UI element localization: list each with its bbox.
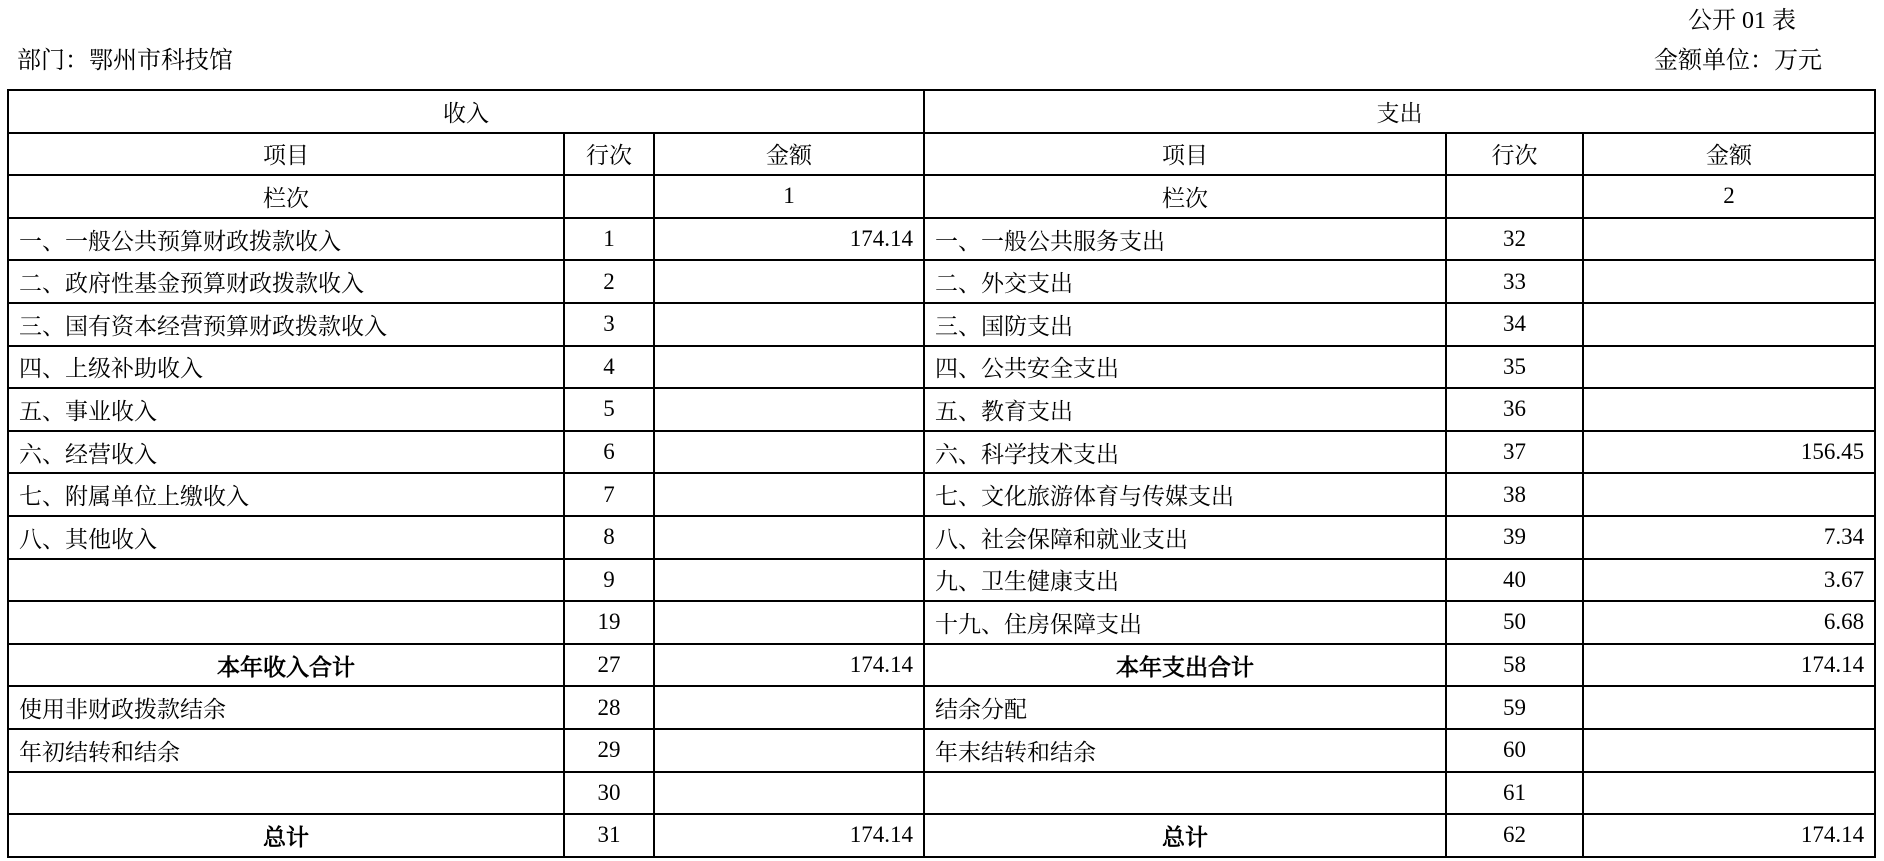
- unit-label: 金额单位：万元: [1654, 48, 1822, 74]
- table-row: [8, 260, 1875, 303]
- income-rowno-cell: 28: [564, 686, 654, 729]
- expense-item-cell: [924, 772, 1446, 815]
- income-rowno-cell: 1: [564, 218, 654, 261]
- section-header-row: [8, 90, 1875, 133]
- table-row: [8, 729, 1875, 772]
- expense-item-cell: 八、社会保障和就业支出: [924, 516, 1446, 559]
- income-amount-cell: [654, 601, 924, 644]
- income-amount-cell: [654, 388, 924, 431]
- expense-rowno-cell: 39: [1446, 516, 1583, 559]
- expense-item-cell: 十九、住房保障支出: [924, 601, 1446, 644]
- expense-rowno-cell: 61: [1446, 772, 1583, 815]
- income-item-cell: 七、附属单位上缴收入: [8, 473, 564, 516]
- expense-item-cell: 六、科学技术支出: [924, 431, 1446, 474]
- expense-amount-cell: 3.67: [1583, 559, 1875, 602]
- income-amount-cell: [654, 473, 924, 516]
- expense-item-header: 项目: [924, 133, 1446, 176]
- table-row: [8, 388, 1875, 431]
- expense-item-cell: 三、国防支出: [924, 303, 1446, 346]
- income-rowno-header: 行次: [564, 133, 654, 176]
- income-rowno-cell: 8: [564, 516, 654, 559]
- expense-item-cell: 一、一般公共服务支出: [924, 218, 1446, 261]
- income-item-cell: 年初结转和结余: [8, 729, 564, 772]
- expense-amount-header: 金额: [1583, 133, 1875, 176]
- column-number-row: [8, 175, 1875, 218]
- expense-item-cell: 二、外交支出: [924, 260, 1446, 303]
- income-lanci-label: 栏次: [8, 175, 564, 218]
- expense-amount-cell: [1583, 729, 1875, 772]
- expense-item-cell: 结余分配: [924, 686, 1446, 729]
- table-row: [8, 772, 1875, 815]
- expense-amount-cell: 156.45: [1583, 431, 1875, 474]
- expense-amount-cell: [1583, 473, 1875, 516]
- income-rowno-cell: 9: [564, 559, 654, 602]
- table-body: [8, 218, 1875, 857]
- income-item-cell: 本年收入合计: [8, 644, 564, 687]
- expense-rowno-cell: 40: [1446, 559, 1583, 602]
- expense-rowno-cell: 34: [1446, 303, 1583, 346]
- table-row: [8, 346, 1875, 389]
- expense-column-number: 2: [1583, 175, 1875, 218]
- table-row: [8, 473, 1875, 516]
- expense-rowno-cell: 33: [1446, 260, 1583, 303]
- table-row: [8, 516, 1875, 559]
- table-row: [8, 601, 1875, 644]
- expense-rowno-cell: 59: [1446, 686, 1583, 729]
- income-rowno-cell: 5: [564, 388, 654, 431]
- income-rowno-cell: 4: [564, 346, 654, 389]
- income-lanci-rowno: [564, 175, 654, 218]
- income-amount-cell: 174.14: [654, 814, 924, 857]
- budget-table: [7, 89, 1876, 858]
- expense-amount-cell: [1583, 772, 1875, 815]
- income-amount-cell: [654, 559, 924, 602]
- expense-rowno-cell: 38: [1446, 473, 1583, 516]
- expense-item-cell: 总计: [924, 814, 1446, 857]
- income-item-cell: 五、事业收入: [8, 388, 564, 431]
- income-amount-cell: [654, 772, 924, 815]
- expense-amount-cell: 174.14: [1583, 814, 1875, 857]
- expense-amount-cell: [1583, 260, 1875, 303]
- expense-item-cell: 五、教育支出: [924, 388, 1446, 431]
- expense-item-cell: 本年支出合计: [924, 644, 1446, 687]
- income-rowno-cell: 27: [564, 644, 654, 687]
- income-item-cell: 总计: [8, 814, 564, 857]
- expense-rowno-cell: 36: [1446, 388, 1583, 431]
- expense-rowno-header: 行次: [1446, 133, 1583, 176]
- expense-section-header: 支出: [924, 90, 1875, 133]
- income-item-cell: 三、国有资本经营预算财政拨款收入: [8, 303, 564, 346]
- table-row: [8, 814, 1875, 857]
- income-amount-cell: [654, 516, 924, 559]
- income-item-cell: 一、一般公共预算财政拨款收入: [8, 218, 564, 261]
- income-rowno-cell: 31: [564, 814, 654, 857]
- expense-rowno-cell: 37: [1446, 431, 1583, 474]
- income-item-cell: 二、政府性基金预算财政拨款收入: [8, 260, 564, 303]
- income-item-cell: 六、经营收入: [8, 431, 564, 474]
- expense-amount-cell: 7.34: [1583, 516, 1875, 559]
- income-amount-cell: [654, 346, 924, 389]
- expense-rowno-cell: 60: [1446, 729, 1583, 772]
- table-row: [8, 218, 1875, 261]
- income-item-cell: 四、上级补助收入: [8, 346, 564, 389]
- income-amount-cell: [654, 729, 924, 772]
- income-item-cell: [8, 772, 564, 815]
- expense-lanci-rowno: [1446, 175, 1583, 218]
- income-item-cell: 八、其他收入: [8, 516, 564, 559]
- expense-item-cell: 九、卫生健康支出: [924, 559, 1446, 602]
- expense-amount-cell: [1583, 218, 1875, 261]
- income-rowno-cell: 6: [564, 431, 654, 474]
- expense-rowno-cell: 32: [1446, 218, 1583, 261]
- income-amount-cell: [654, 303, 924, 346]
- expense-amount-cell: [1583, 303, 1875, 346]
- expense-amount-cell: [1583, 346, 1875, 389]
- meta-line: [0, 46, 1884, 76]
- income-item-cell: 使用非财政拨款结余: [8, 686, 564, 729]
- income-item-cell: [8, 559, 564, 602]
- income-column-number: 1: [654, 175, 924, 218]
- expense-amount-cell: [1583, 388, 1875, 431]
- income-item-header: 项目: [8, 133, 564, 176]
- income-rowno-cell: 30: [564, 772, 654, 815]
- department-label: 部门：鄂州市科技馆: [17, 48, 233, 74]
- expense-amount-cell: 6.68: [1583, 601, 1875, 644]
- income-rowno-cell: 19: [564, 601, 654, 644]
- income-rowno-cell: 3: [564, 303, 654, 346]
- income-amount-cell: [654, 260, 924, 303]
- expense-item-cell: 四、公共安全支出: [924, 346, 1446, 389]
- income-amount-cell: 174.14: [654, 218, 924, 261]
- expense-rowno-cell: 35: [1446, 346, 1583, 389]
- income-rowno-cell: 7: [564, 473, 654, 516]
- income-amount-cell: 174.14: [654, 644, 924, 687]
- column-header-row: [8, 133, 1875, 176]
- income-rowno-cell: 2: [564, 260, 654, 303]
- income-item-cell: [8, 601, 564, 644]
- income-amount-header: 金额: [654, 133, 924, 176]
- expense-amount-cell: [1583, 686, 1875, 729]
- expense-lanci-label: 栏次: [924, 175, 1446, 218]
- expense-rowno-cell: 62: [1446, 814, 1583, 857]
- table-row: [8, 686, 1875, 729]
- income-section-header: 收入: [8, 90, 924, 133]
- expense-item-cell: 年末结转和结余: [924, 729, 1446, 772]
- table-row: [8, 303, 1875, 346]
- table-row: [8, 431, 1875, 474]
- expense-amount-cell: 174.14: [1583, 644, 1875, 687]
- table-code: 公开 01 表: [1688, 8, 1796, 34]
- income-amount-cell: [654, 686, 924, 729]
- table-row: [8, 559, 1875, 602]
- income-rowno-cell: 29: [564, 729, 654, 772]
- page: [0, 6, 1884, 861]
- table-row: [8, 644, 1875, 687]
- income-amount-cell: [654, 431, 924, 474]
- expense-rowno-cell: 50: [1446, 601, 1583, 644]
- expense-rowno-cell: 58: [1446, 644, 1583, 687]
- expense-item-cell: 七、文化旅游体育与传媒支出: [924, 473, 1446, 516]
